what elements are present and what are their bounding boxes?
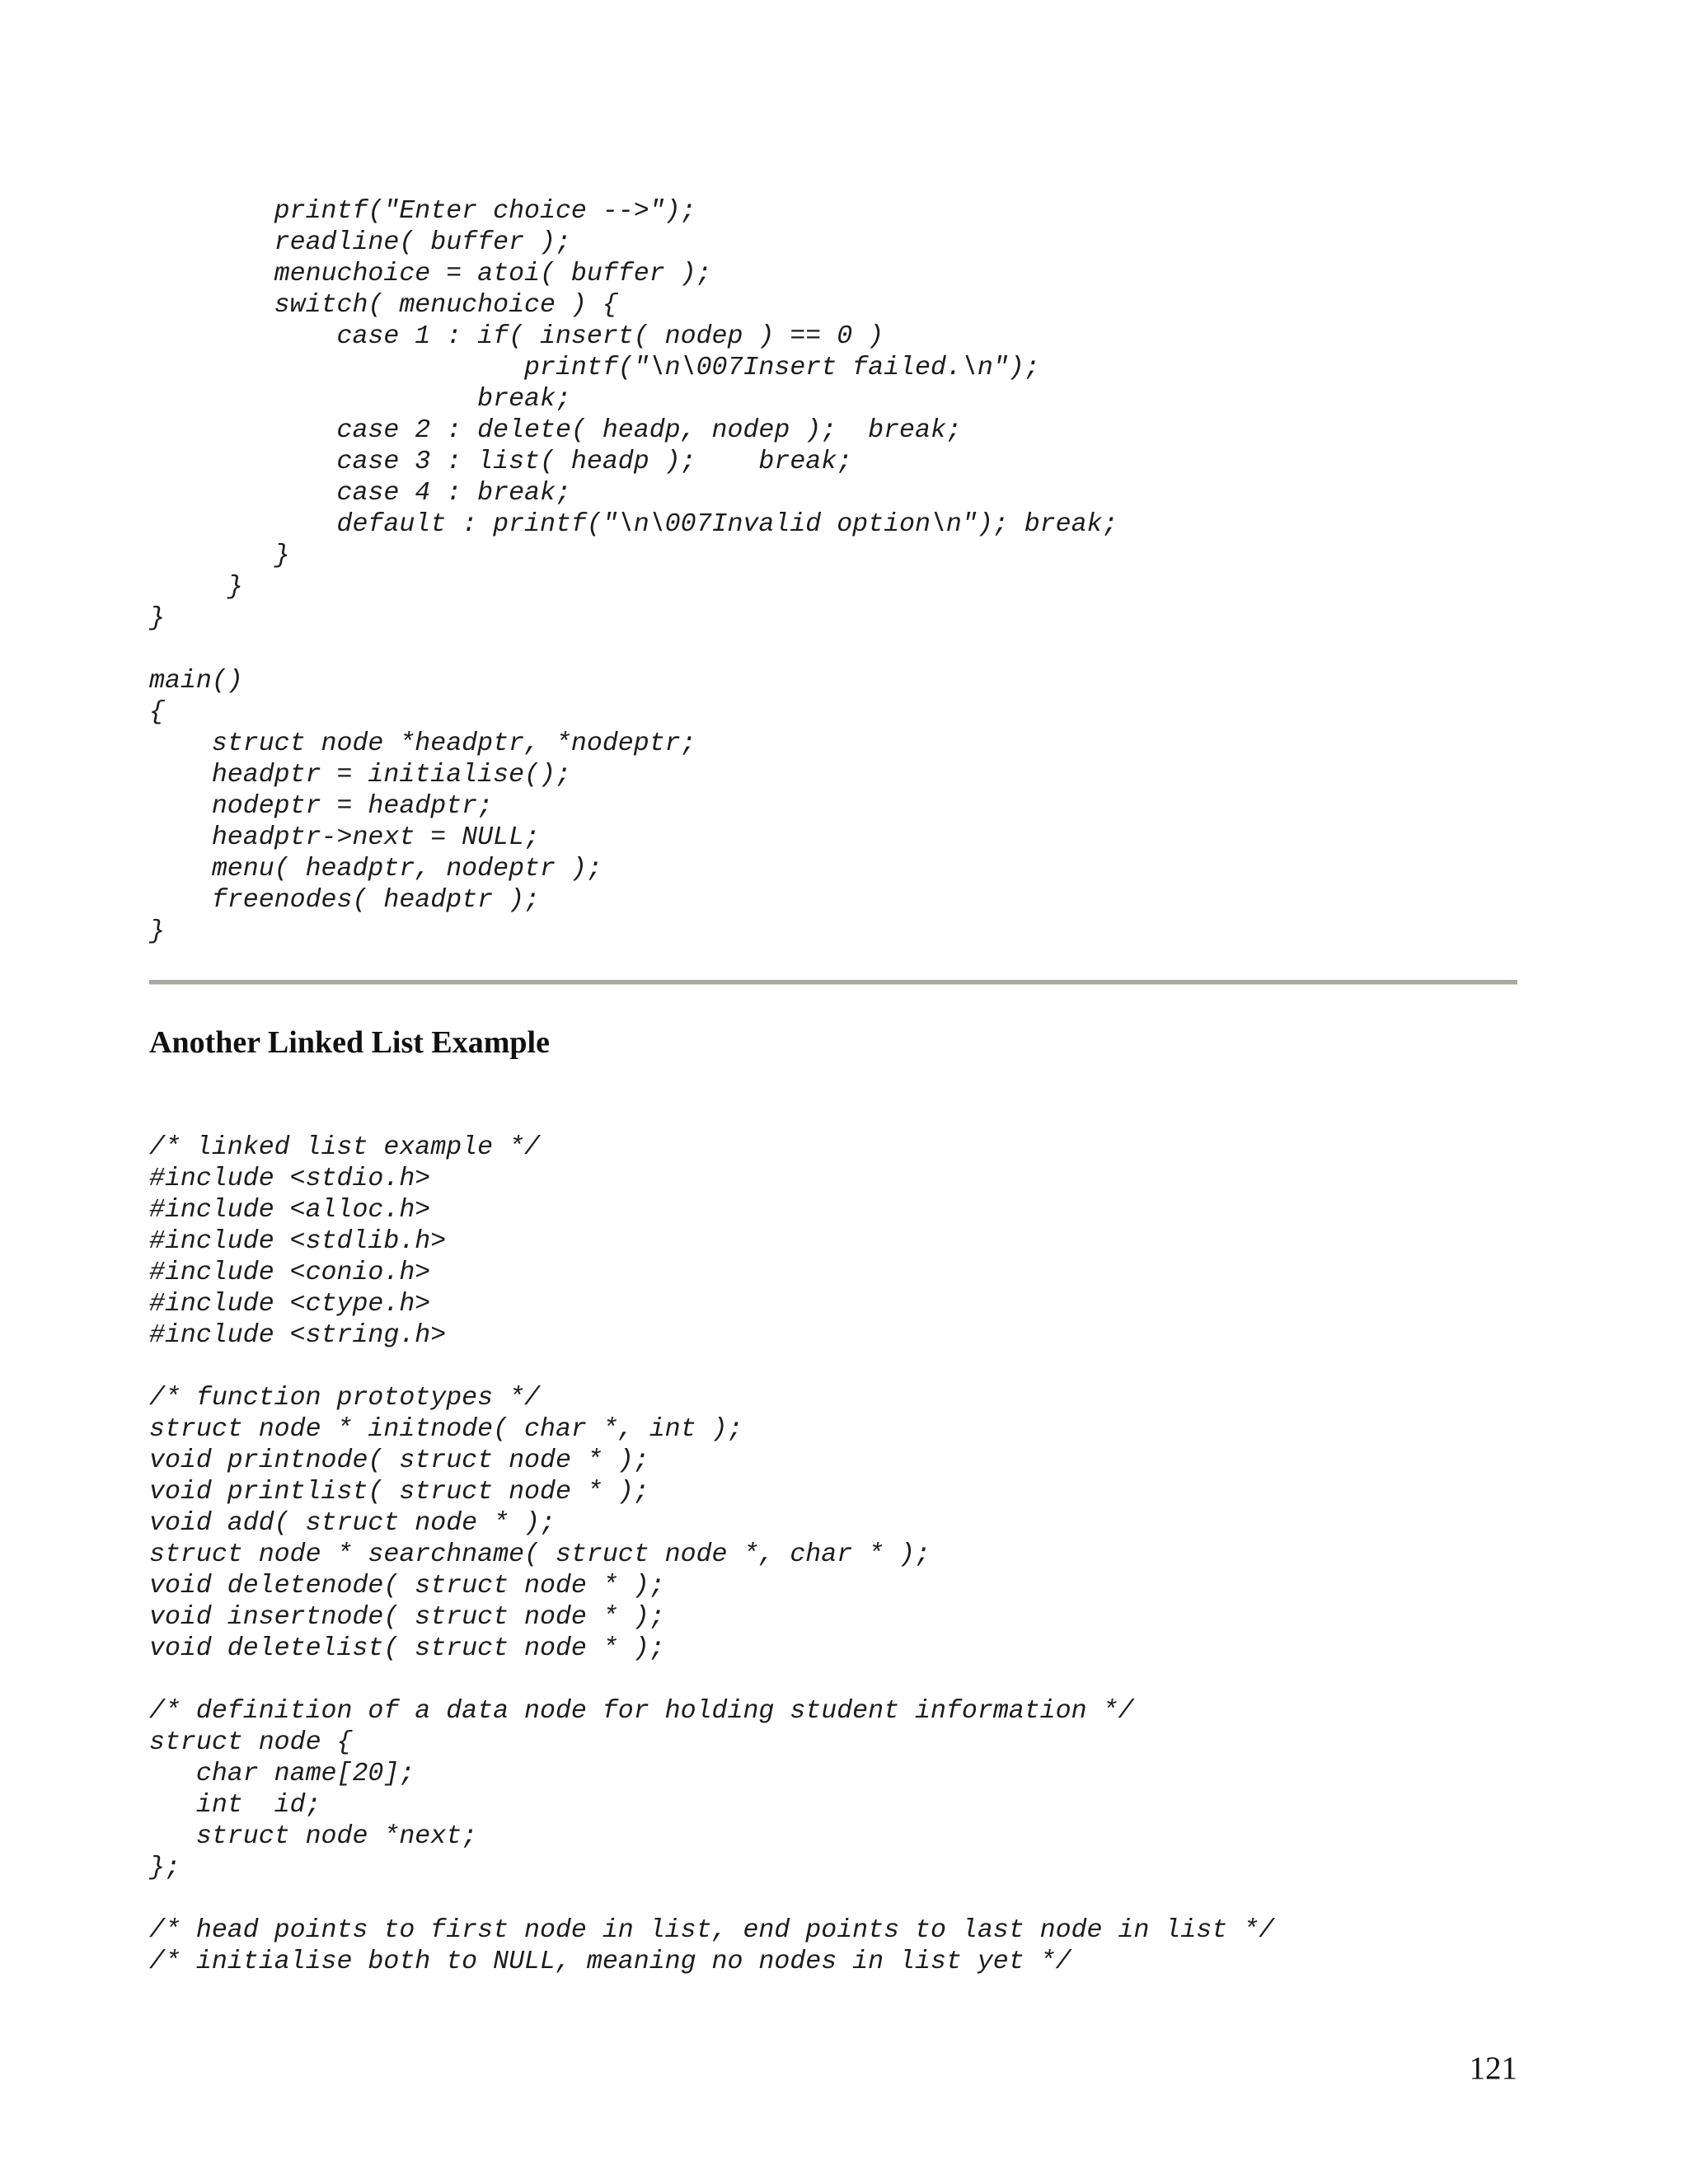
code-listing-linked-list-example: /* linked list example */ #include <stdio.h> #include <alloc.h> #include <stdlib.h> #include <conio.h> #include <ctype.h> #include <string.h> /* function prototypes */ struct node * initnode( char *, int ); void printnode( struct node * ); void printlist( struct node * ); void add( struct node * ); struct node * searchname( struct node *, char * ); void deletenode( struct node * ); void insertnode( struct node * ); void deletelist( struct node * ); /* definition of a data node for holding student information */ struct node { char name[20]; int id; struct node *next; }; /* head points to first node in list, end points to last node in list */ /* initialise both to NULL, meaning no nodes in list yet */: [149, 1133, 1275, 1976]
page-number: 121: [1469, 2050, 1517, 2086]
horizontal-rule: [149, 980, 1517, 985]
section-heading: Another Linked List Example: [149, 1025, 550, 1060]
code-listing-menu-main: printf("Enter choice -->"); readline( buffer ); menuchoice = atoi( buffer ); switch( menuchoice ) { case 1 : if( insert( nodep ) == 0 ) printf("\n\007Insert failed.\n"); break; case 2 : delete( headp, nodep ); break; case 3 : list( headp ); break; case 4 : break; default : printf("\n\007Invalid option\n"); break; } } } main() { struct node *headptr, *nodeptr; headptr = initialise(); nodeptr = headptr; headptr->next = NULL; menu( headptr, nodeptr ); freenodes( headptr ); }: [149, 197, 1118, 946]
